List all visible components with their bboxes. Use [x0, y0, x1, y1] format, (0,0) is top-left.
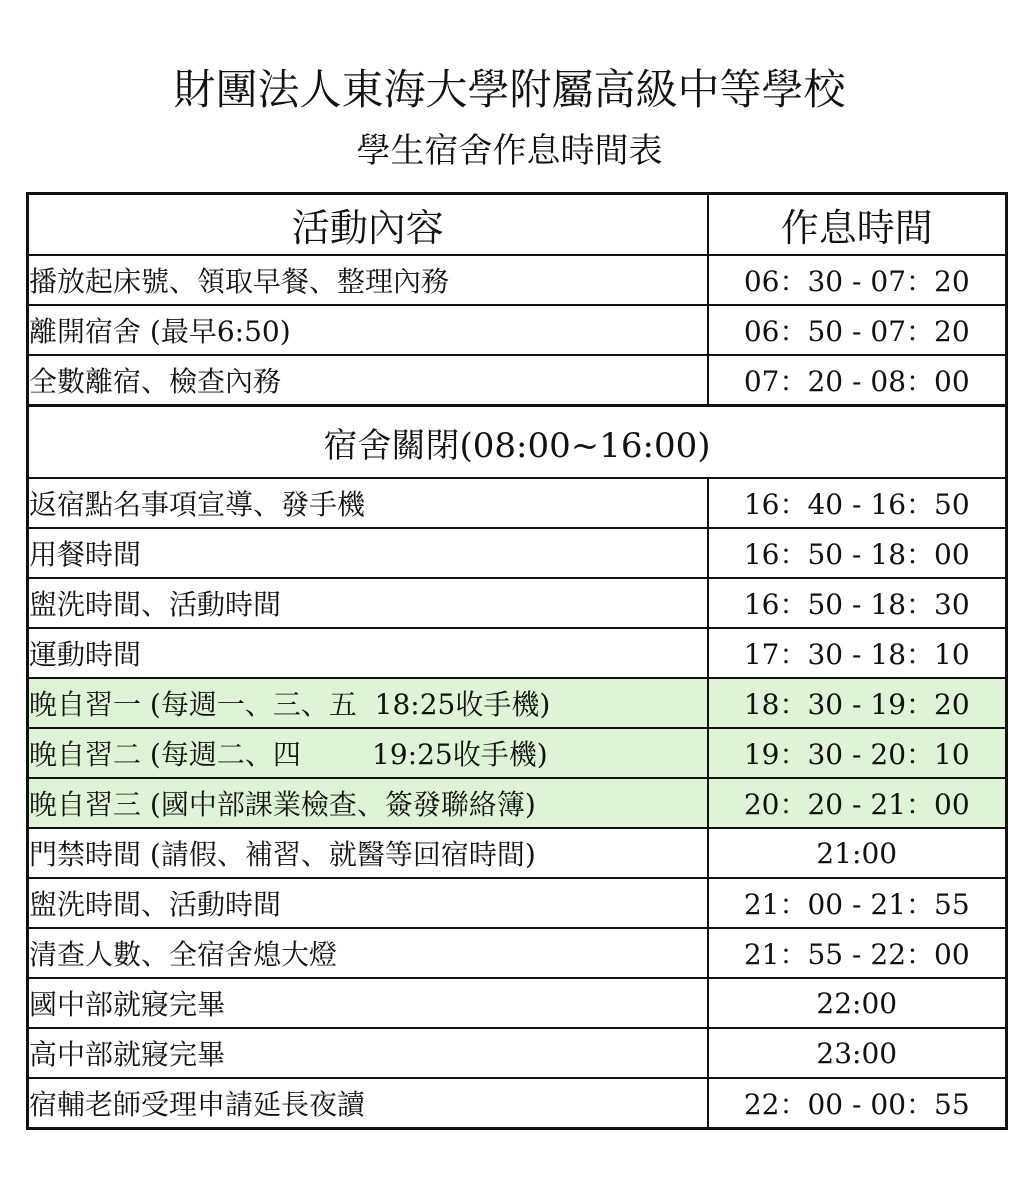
table-row: [28, 978, 1007, 1028]
activity-cell: 盥洗時間、活動時間: [28, 878, 708, 928]
table-row: [28, 478, 1007, 528]
time-cell: 16：40 - 16：50: [708, 478, 1007, 528]
table-row: [28, 305, 1007, 355]
activity-cell: 全數離宿、檢查內務: [28, 355, 708, 406]
column-header-activity: 活動內容: [28, 194, 708, 256]
table-header-row: [28, 194, 1007, 256]
activity-cell: 晚自習二 (每週二、四 19:25收手機): [28, 728, 708, 778]
time-cell: 23:00: [708, 1028, 1007, 1078]
activity-cell: 高中部就寢完畢: [28, 1028, 708, 1078]
schedule-subtitle: 學生宿舍作息時間表: [356, 131, 663, 171]
time-cell: 07：20 - 08：00: [708, 355, 1007, 406]
activity-cell: 晚自習三 (國中部課業檢查、簽發聯絡簿): [28, 778, 708, 828]
activity-cell: 離開宿舍 (最早6:50): [28, 305, 708, 355]
column-header-time: 作息時間: [708, 194, 1007, 256]
dorm-closed-banner: 宿舍關閉(08:00~16:00): [28, 406, 1007, 479]
table-row-highlighted: [28, 728, 1007, 778]
time-cell: 19：30 - 20：10: [708, 728, 1007, 778]
activity-cell: 宿輔老師受理申請延長夜讀: [28, 1078, 708, 1129]
time-cell: 17：30 - 18：10: [708, 628, 1007, 678]
table-row: [28, 578, 1007, 628]
table-row: [28, 1028, 1007, 1078]
activity-cell: 用餐時間: [28, 528, 708, 578]
schedule-table: [26, 192, 1008, 1130]
table-row-highlighted: [28, 778, 1007, 828]
table-row: [28, 828, 1007, 878]
time-cell: 18：30 - 19：20: [708, 678, 1007, 728]
time-cell: 22：00 - 00：55: [708, 1078, 1007, 1129]
time-cell: 21：00 - 21：55: [708, 878, 1007, 928]
table-row: [28, 928, 1007, 978]
time-cell: 06：50 - 07：20: [708, 305, 1007, 355]
table-row: [28, 1078, 1007, 1129]
time-cell: 16：50 - 18：30: [708, 578, 1007, 628]
activity-cell: 門禁時間 (請假、補習、就醫等回宿時間): [28, 828, 708, 878]
time-cell: 21:00: [708, 828, 1007, 878]
table-row: [28, 528, 1007, 578]
time-cell: 20：20 - 21：00: [708, 778, 1007, 828]
activity-cell: 盥洗時間、活動時間: [28, 578, 708, 628]
time-cell: 16：50 - 18：00: [708, 528, 1007, 578]
time-cell: 06：30 - 07：20: [708, 255, 1007, 305]
table-row: [28, 878, 1007, 928]
dorm-closed-row: [28, 406, 1007, 479]
activity-cell: 返宿點名事項宣導、發手機: [28, 478, 708, 528]
activity-cell: 播放起床號、領取早餐、整理內務: [28, 255, 708, 305]
school-title: 財團法人東海大學附屬高級中等學校: [173, 65, 846, 114]
time-cell: 22:00: [708, 978, 1007, 1028]
table-row: [28, 255, 1007, 305]
activity-cell: 運動時間: [28, 628, 708, 678]
time-cell: 21：55 - 22：00: [708, 928, 1007, 978]
activity-cell: 清查人數、全宿舍熄大燈: [28, 928, 708, 978]
activity-cell: 晚自習一 (每週一、三、五 18:25收手機): [28, 678, 708, 728]
table-row: [28, 355, 1007, 406]
activity-cell: 國中部就寢完畢: [28, 978, 708, 1028]
table-row: [28, 628, 1007, 678]
table-row-highlighted: [28, 678, 1007, 728]
